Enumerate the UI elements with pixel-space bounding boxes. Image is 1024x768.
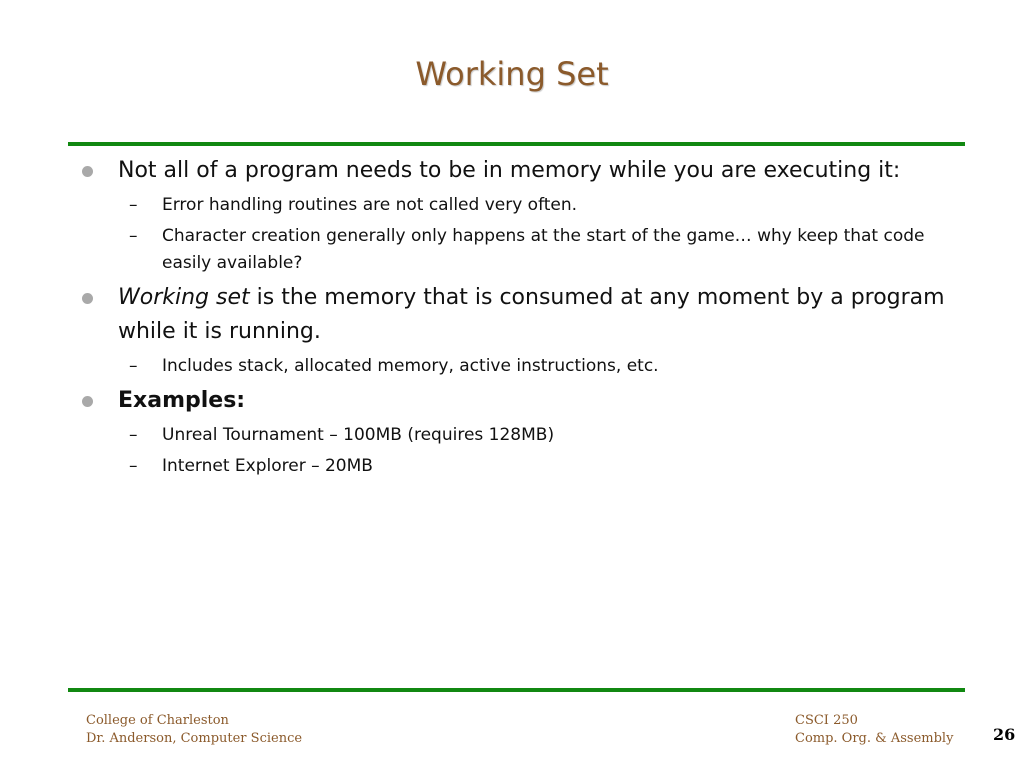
sub-bullet-text: Internet Explorer – 20MB	[162, 456, 373, 476]
sub-bullet-item	[76, 223, 956, 277]
sub-bullet-text: Error handling routines are not called very often.	[162, 195, 578, 215]
sub-bullet-text: Character creation generally only happens at the start of the game… why keep that code easily available?	[162, 226, 925, 273]
page-number: 26	[993, 725, 1016, 744]
bullet-text: Not all of a program needs to be in memory while you are executing it:	[118, 158, 901, 183]
bullet-text: is the memory that is consumed at any moment by a program while it is running.	[118, 285, 945, 344]
sub-bullet-item	[76, 192, 956, 219]
footer-right	[795, 712, 953, 748]
bullet-item	[76, 154, 956, 188]
sub-bullet-item	[76, 453, 956, 480]
dash-marker: –	[129, 456, 138, 476]
sub-bullet-text: Includes stack, allocated memory, active instructions, etc.	[162, 356, 659, 376]
term-emphasis: Working set	[118, 285, 250, 310]
slide-title: Working Set	[415, 55, 609, 93]
sub-bullet-item	[76, 353, 956, 380]
bullet-item	[76, 281, 956, 349]
bullet-text: Examples:	[118, 388, 246, 413]
bottom-divider	[68, 688, 965, 692]
bullet-dot-icon	[82, 293, 93, 304]
sub-bullet-text: Unreal Tournament – 100MB (requires 128MB)	[162, 425, 555, 445]
footer-course-name: Comp. Org. & Assembly	[795, 731, 954, 746]
sub-bullet-item	[76, 422, 956, 449]
bullet-dot-icon	[82, 396, 93, 407]
footer-course-code: CSCI 250	[795, 713, 858, 728]
footer-instructor: Dr. Anderson, Computer Science	[86, 731, 303, 746]
dash-marker: –	[129, 425, 138, 445]
top-divider	[68, 142, 965, 146]
bullet-item	[76, 384, 956, 418]
dash-marker: –	[129, 356, 138, 376]
dash-marker: –	[129, 226, 138, 246]
dash-marker: –	[129, 195, 138, 215]
bullet-dot-icon	[82, 166, 93, 177]
footer-left	[86, 712, 302, 748]
slide-content	[76, 150, 956, 480]
footer-institution: College of Charleston	[86, 713, 229, 728]
